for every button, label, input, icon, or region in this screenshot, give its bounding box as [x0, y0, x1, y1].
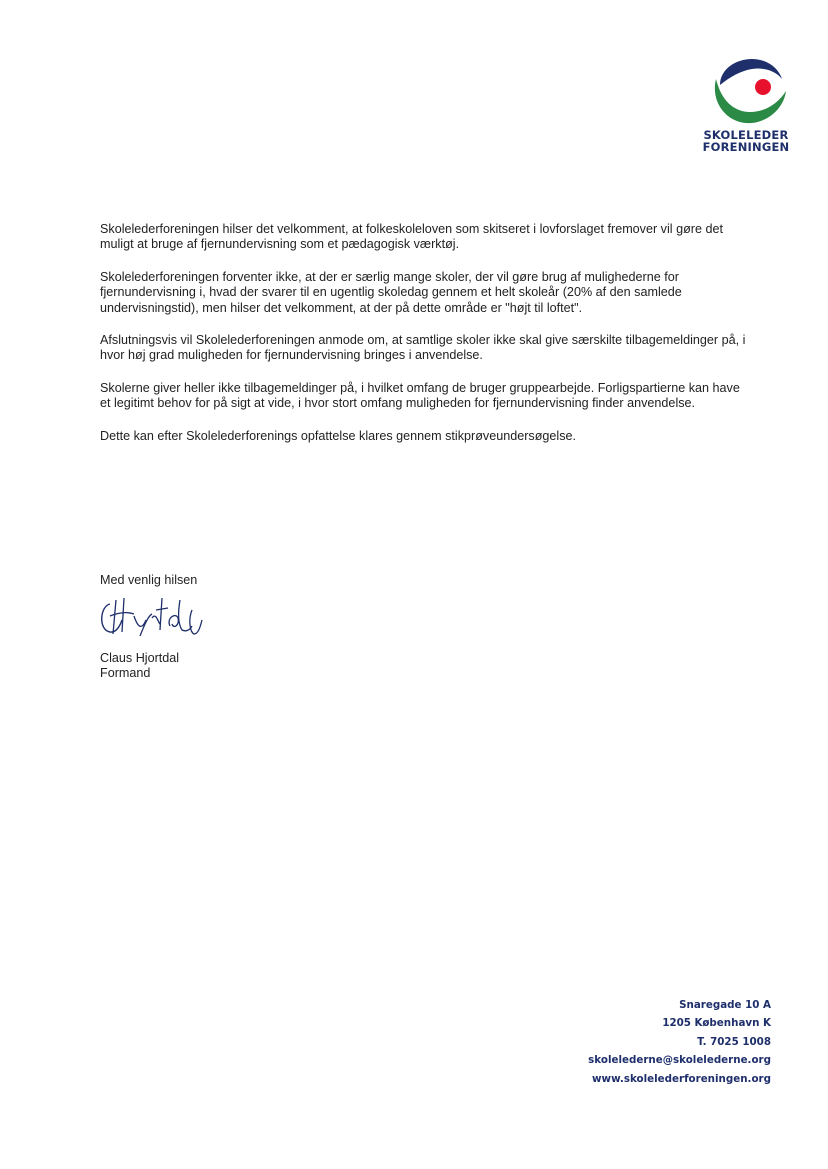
footer-phone: T. 7025 1008 [697, 1035, 771, 1048]
signature [96, 590, 206, 645]
footer-website[interactable]: www.skolelederforeningen.org [592, 1072, 771, 1085]
paragraph: Skolelederforeningen hilser det velkomment, at folkeskoleloven som skitseret i lovforslaget fremover vil gøre det muligt at bruge af fjernundervisning som et pædagogisk værktøj. [100, 222, 723, 252]
footer-contact [588, 996, 771, 1088]
logo-line-2: FORENINGEN [702, 140, 790, 154]
logo-line-1: SKOLELEDER [703, 128, 789, 142]
logo [700, 55, 792, 153]
closing: Med venlig hilsen [100, 573, 198, 587]
signer-title: Formand [100, 666, 151, 680]
logo-mark-icon [706, 55, 786, 127]
logo-text [700, 129, 792, 153]
signer-name: Claus Hjortdal [100, 651, 180, 665]
letter-body [100, 222, 750, 461]
footer-email[interactable]: skolelederne@skolelederne.org [588, 1054, 771, 1067]
paragraph: Skolelederforeningen forventer ikke, at der er særlig mange skoler, der vil gøre brug af mulighederne for fjernundervisning i, hvad der svarer til en ugentlig skoledag gennem et helt skoleår (20% af den samlede undervisningstid), men hilser det velkomment, at der på dette område er "højt til loftet". [100, 269, 682, 315]
signer-block [100, 651, 179, 681]
signature-icon [96, 590, 206, 640]
paragraph: Afslutningsvis vil Skolelederforeningen anmode om, at samtlige skoler ikke skal give særskilte tilbagemeldinger på, i hvor høj grad muligheden for fjernundervisning bringes i anvendelse. [100, 333, 746, 363]
paragraph: Dette kan efter Skolelederforenings opfattelse klares gennem stikprøveundersøgelse. [100, 428, 577, 443]
footer-city: 1205 København K [662, 1017, 771, 1030]
footer-address: Snaregade 10 A [679, 999, 771, 1011]
paragraph: Skolerne giver heller ikke tilbagemeldinger på, i hvilket omfang de bruger gruppearbejde. Forligspartierne kan have et legitimt behov for på sigt at vide, i hvor stort omfang muligheden for fjernundervisning finder anvendelse. [100, 380, 740, 411]
logo-navy-arc [720, 59, 782, 85]
logo-green-arc [715, 79, 786, 123]
logo-red-dot [755, 79, 771, 95]
